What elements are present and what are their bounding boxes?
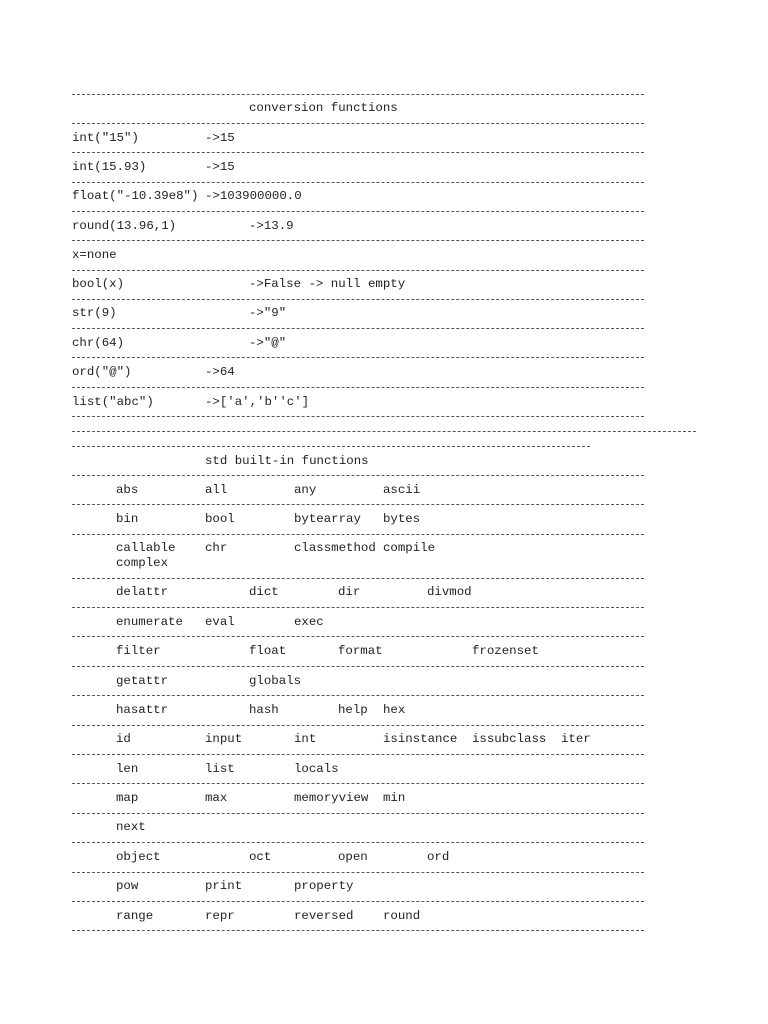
builtin-name: issubclass xyxy=(472,732,547,746)
builtin-name: help xyxy=(338,703,368,717)
dashed-rule xyxy=(72,431,696,432)
dashed-rule xyxy=(72,240,644,241)
conversion-result: ->"9" xyxy=(249,306,287,320)
conversion-code: x=none xyxy=(72,248,117,262)
dashed-rule xyxy=(72,578,644,579)
dashed-rule xyxy=(72,446,590,447)
builtin-name: eval xyxy=(205,615,235,629)
builtin-name: repr xyxy=(205,909,235,923)
builtin-name: compile xyxy=(383,541,436,555)
builtin-name: ascii xyxy=(383,483,421,497)
builtin-name: property xyxy=(294,879,354,893)
dashed-rule xyxy=(72,901,644,902)
builtin-name: pow xyxy=(116,879,139,893)
builtin-name: max xyxy=(205,791,228,805)
dashed-rule xyxy=(72,754,644,755)
builtin-name: abs xyxy=(116,483,139,497)
builtin-name: reversed xyxy=(294,909,354,923)
builtin-name: classmethod xyxy=(294,541,376,555)
builtin-name: chr xyxy=(205,541,228,555)
dashed-rule xyxy=(72,783,644,784)
builtin-name: frozenset xyxy=(472,644,539,658)
builtin-name: len xyxy=(116,762,139,776)
builtin-name: list xyxy=(205,762,235,776)
builtin-name: exec xyxy=(294,615,324,629)
conversion-code: int("15") xyxy=(72,131,139,145)
builtin-name: dir xyxy=(338,585,361,599)
builtin-name: float xyxy=(249,644,287,658)
conversion-code: ord("@") xyxy=(72,365,132,379)
dashed-rule xyxy=(72,725,644,726)
builtin-name: bytes xyxy=(383,512,421,526)
builtin-name: int xyxy=(294,732,317,746)
section-title-conversion: conversion functions xyxy=(249,101,398,115)
conversion-code: bool(x) xyxy=(72,277,125,291)
builtin-name: format xyxy=(338,644,383,658)
builtin-name: input xyxy=(205,732,243,746)
builtin-name: divmod xyxy=(427,585,472,599)
dashed-rule xyxy=(72,842,644,843)
dashed-rule xyxy=(72,534,644,535)
dashed-rule xyxy=(72,299,644,300)
builtin-name: hash xyxy=(249,703,279,717)
builtin-name: oct xyxy=(249,850,272,864)
builtin-name: next xyxy=(116,820,146,834)
dashed-rule xyxy=(72,182,644,183)
builtin-name: callable xyxy=(116,541,176,555)
builtin-name: ord xyxy=(427,850,450,864)
conversion-code: list("abc") xyxy=(72,395,154,409)
builtin-name: globals xyxy=(249,674,302,688)
dashed-rule xyxy=(72,504,644,505)
dashed-rule xyxy=(72,387,644,388)
builtin-name: delattr xyxy=(116,585,169,599)
builtin-name: bin xyxy=(116,512,139,526)
builtin-name: memoryview xyxy=(294,791,369,805)
dashed-rule xyxy=(72,416,644,417)
builtin-name: complex xyxy=(116,556,169,570)
dashed-rule xyxy=(72,94,644,95)
builtin-name: any xyxy=(294,483,317,497)
builtin-name: iter xyxy=(561,732,591,746)
conversion-code: int(15.93) xyxy=(72,160,147,174)
builtin-name: hasattr xyxy=(116,703,169,717)
dashed-rule xyxy=(72,813,644,814)
builtin-name: isinstance xyxy=(383,732,458,746)
builtin-name: round xyxy=(383,909,421,923)
dashed-rule xyxy=(72,636,644,637)
builtin-name: all xyxy=(205,483,228,497)
section-title-builtins: std built-in functions xyxy=(205,454,369,468)
builtin-name: print xyxy=(205,879,243,893)
conversion-result: ->15 xyxy=(205,160,235,174)
dashed-rule xyxy=(72,872,644,873)
conversion-result: ->"@" xyxy=(249,336,287,350)
builtin-name: open xyxy=(338,850,368,864)
dashed-rule xyxy=(72,211,644,212)
dashed-rule xyxy=(72,357,644,358)
conversion-code: chr(64) xyxy=(72,336,125,350)
dashed-rule xyxy=(72,328,644,329)
builtin-name: map xyxy=(116,791,139,805)
dashed-rule xyxy=(72,123,644,124)
dashed-rule xyxy=(72,930,644,931)
builtin-name: hex xyxy=(383,703,406,717)
dashed-rule xyxy=(72,270,644,271)
builtin-name: filter xyxy=(116,644,161,658)
conversion-result: ->False -> null empty xyxy=(249,277,406,291)
builtin-name: bool xyxy=(205,512,235,526)
builtin-name: enumerate xyxy=(116,615,183,629)
builtin-name: object xyxy=(116,850,161,864)
conversion-code: float("-10.39e8") xyxy=(72,189,199,203)
conversion-result: ->['a','b''c'] xyxy=(205,395,310,409)
conversion-result: ->64 xyxy=(205,365,235,379)
conversion-code: round(13.96,1) xyxy=(72,219,177,233)
builtin-name: range xyxy=(116,909,154,923)
conversion-result: ->15 xyxy=(205,131,235,145)
dashed-rule xyxy=(72,475,644,476)
conversion-result: ->103900000.0 xyxy=(205,189,302,203)
builtin-name: locals xyxy=(294,762,339,776)
dashed-rule xyxy=(72,607,644,608)
builtin-name: getattr xyxy=(116,674,169,688)
builtin-name: min xyxy=(383,791,406,805)
builtin-name: id xyxy=(116,732,131,746)
conversion-code: str(9) xyxy=(72,306,117,320)
dashed-rule xyxy=(72,695,644,696)
builtin-name: dict xyxy=(249,585,279,599)
dashed-rule xyxy=(72,152,644,153)
builtin-name: bytearray xyxy=(294,512,361,526)
dashed-rule xyxy=(72,666,644,667)
conversion-result: ->13.9 xyxy=(249,219,294,233)
